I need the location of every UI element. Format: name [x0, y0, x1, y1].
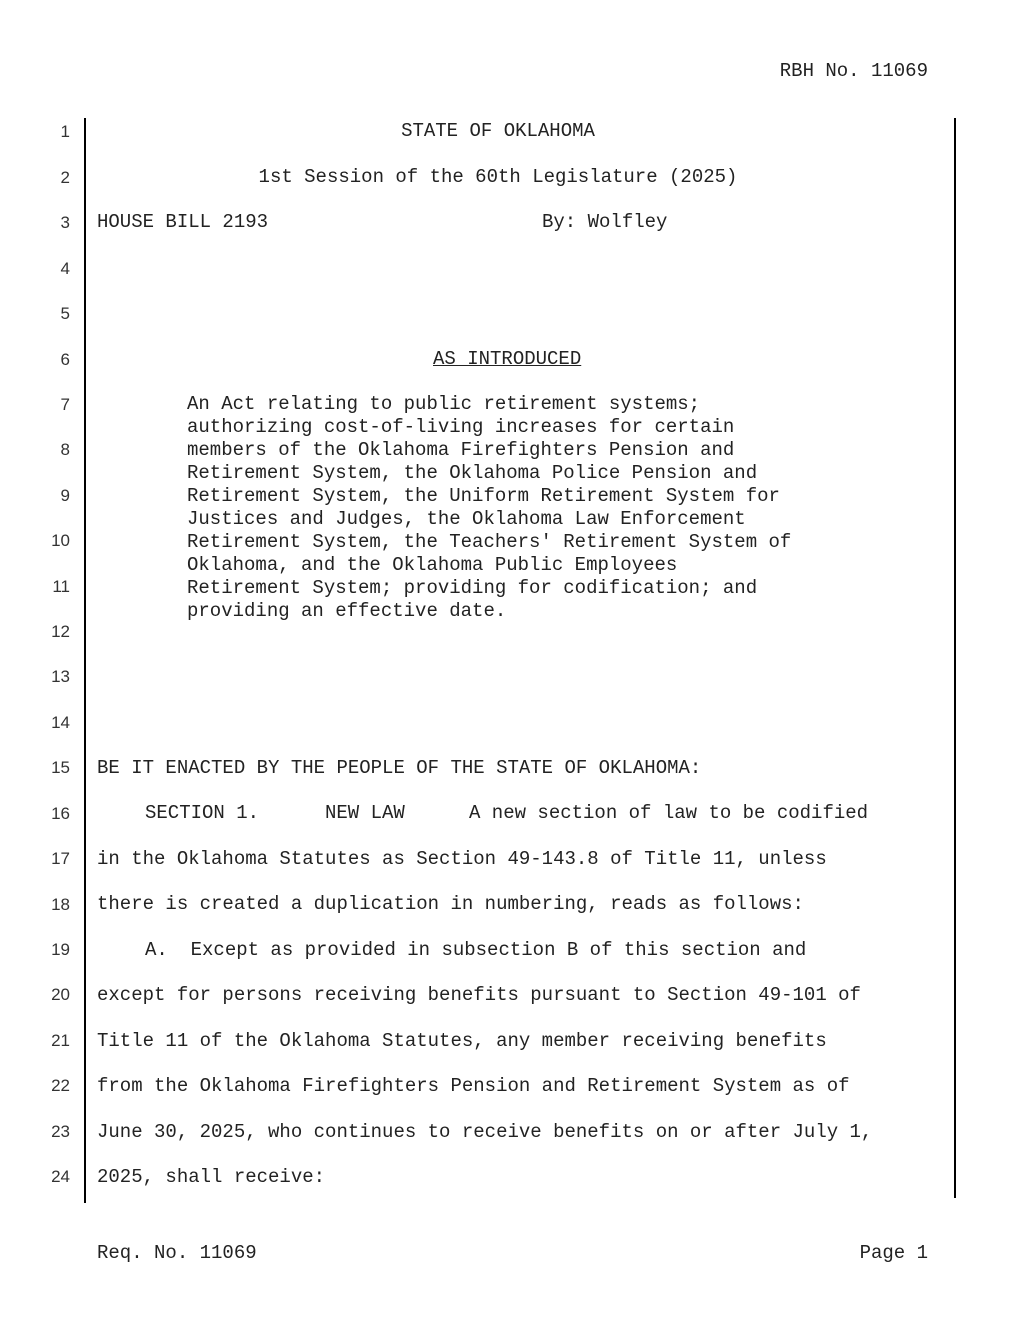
line-number: 19	[51, 940, 70, 959]
bill-reference: RBH No. 11069	[779, 60, 928, 82]
section-label: SECTION 1.	[145, 802, 260, 824]
summary-line: providing an effective date.	[187, 600, 507, 622]
enacting-clause: BE IT ENACTED BY THE PEOPLE OF THE STATE OF OKLAHOMA:	[97, 757, 702, 779]
line-number: 16	[51, 804, 70, 823]
line-number: 10	[51, 531, 70, 550]
summary-line: Retirement System, the Oklahoma Police Pension and	[187, 462, 758, 484]
new-law-label: NEW LAW	[325, 802, 405, 824]
line-number: 7	[60, 395, 70, 414]
summary-line: Retirement System; providing for codification; and	[187, 577, 758, 599]
line-number: 17	[51, 849, 70, 868]
line-number: 24	[51, 1167, 70, 1186]
line-number: 15	[51, 758, 70, 777]
left-margin-rule	[84, 118, 86, 1203]
line-number: 11	[52, 577, 70, 596]
body-line: June 30, 2025, who continues to receive benefits on or after July 1,	[97, 1121, 873, 1143]
line-number: 18	[51, 895, 70, 914]
summary-line: Oklahoma, and the Oklahoma Public Employees	[187, 554, 678, 576]
summary-line: Retirement System, the Uniform Retirement System for	[187, 485, 780, 507]
body-line: A. Except as provided in subsection B of this section and	[145, 939, 807, 961]
summary-line: authorizing cost-of-living increases for certain	[187, 416, 735, 438]
bill-author: By: Wolfley	[542, 211, 668, 233]
page-number: Page 1	[859, 1242, 928, 1264]
line-number: 14	[51, 713, 70, 732]
body-line: Title 11 of the Oklahoma Statutes, any member receiving benefits	[97, 1030, 827, 1052]
status-heading: AS INTRODUCED	[433, 348, 582, 370]
request-number: Req. No. 11069	[97, 1242, 257, 1264]
body-line: in the Oklahoma Statutes as Section 49-143.8 of Title 11, unless	[97, 848, 827, 870]
right-margin-rule	[954, 118, 956, 1198]
summary-line: Retirement System, the Teachers' Retirement System of	[187, 531, 792, 553]
bill-number: HOUSE BILL 2193	[97, 211, 269, 233]
line-number: 23	[51, 1122, 70, 1141]
line-number: 13	[51, 667, 70, 686]
line-number: 8	[60, 440, 70, 459]
line-number: 1	[60, 122, 70, 141]
summary-line: Justices and Judges, the Oklahoma Law Enforcement	[187, 508, 746, 530]
line-number: 21	[51, 1031, 70, 1050]
line-number: 22	[51, 1076, 70, 1095]
line-number: 6	[60, 350, 70, 369]
summary-line: An Act relating to public retirement systems;	[187, 393, 701, 415]
line-number: 20	[51, 985, 70, 1004]
body-line: 2025, shall receive:	[97, 1166, 326, 1188]
line-number: 3	[60, 213, 70, 232]
line-number: 9	[60, 486, 70, 505]
act-summary	[187, 393, 791, 623]
line-number: 5	[60, 304, 70, 323]
state-heading: STATE OF OKLAHOMA	[401, 120, 595, 142]
body-line: there is created a duplication in numbering, reads as follows:	[97, 893, 804, 915]
line-number: 2	[60, 168, 70, 187]
body-line: except for persons receiving benefits pursuant to Section 49-101 of	[97, 984, 861, 1006]
session-heading: 1st Session of the 60th Legislature (2025)	[258, 166, 738, 188]
summary-line: members of the Oklahoma Firefighters Pension and	[187, 439, 735, 461]
line-number: 4	[60, 259, 70, 278]
line-number: 12	[51, 622, 70, 641]
body-line: from the Oklahoma Firefighters Pension and Retirement System as of	[97, 1075, 850, 1097]
body-line: A new section of law to be codified	[469, 802, 869, 824]
